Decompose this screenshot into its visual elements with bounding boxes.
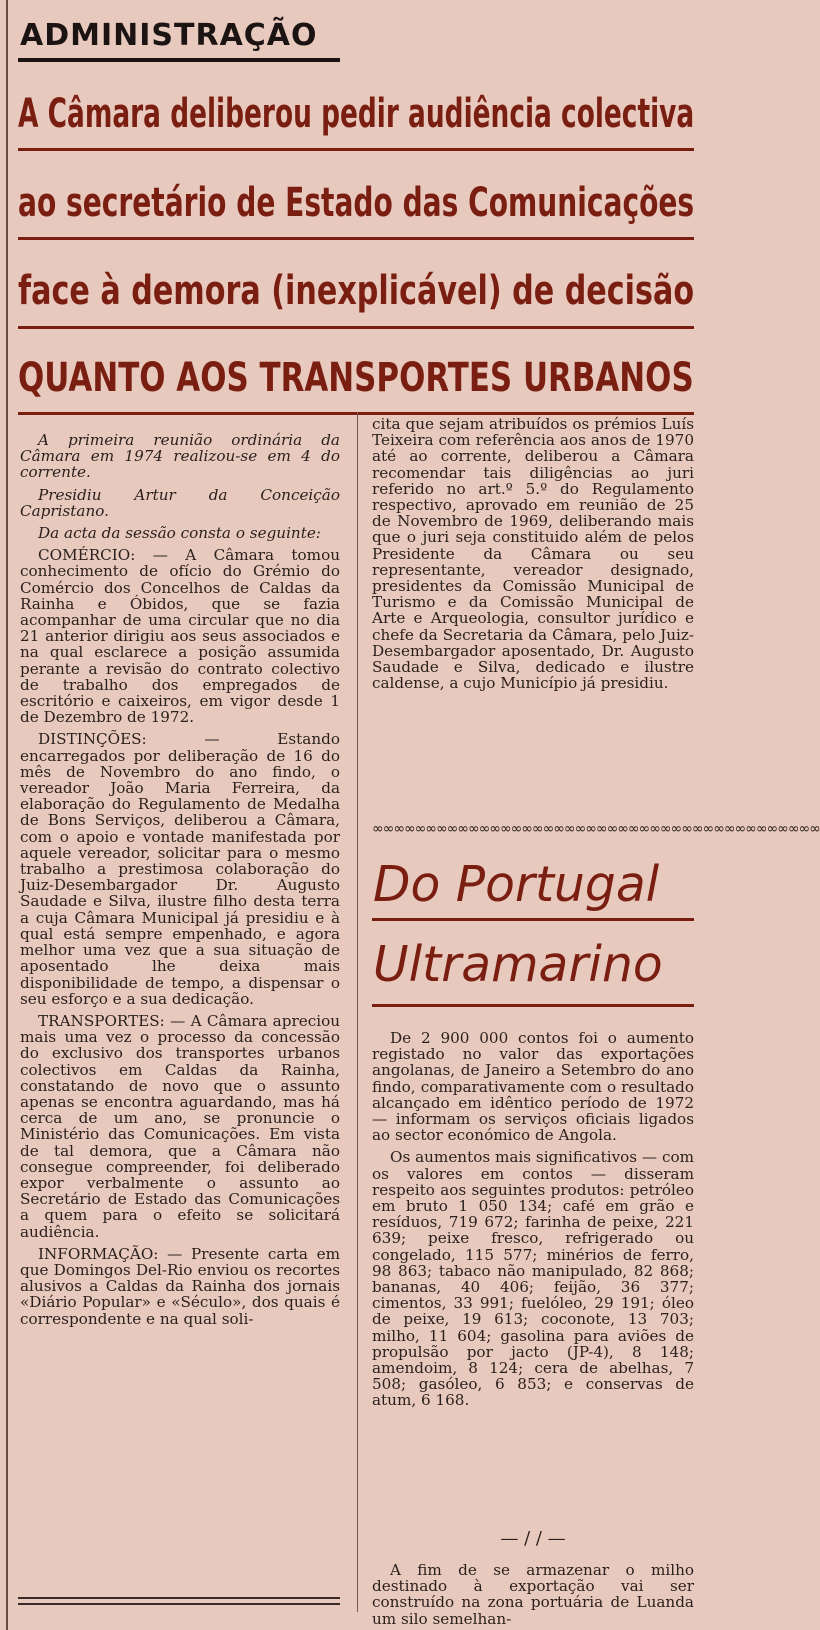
- section-title-line-2: Ultramarino: [373, 936, 663, 993]
- paragraph-informacao: INFORMAÇÃO: — Presente carta em que Domingos Del-Rio enviou os recortes alusivos a Caldas da Rainha dos jornais «Diário Popular» e «Século», dos quais é correspondente e na qual soli-: [20, 1244, 340, 1328]
- section-title-rule: [372, 1004, 694, 1007]
- headline-rule: [18, 326, 694, 329]
- section-kicker: ADMINISTRAÇÃO: [20, 18, 318, 53]
- paragraph-export-products: Os aumentos mais significativos — com os valores em contos — disseram respeito aos seguintes produtos: petróleo em bruto 1 050 134; café em grão e resíduos, 719 672; farinha de peixe, 221 639; peixe fresco, refrigerado ou congelado, 115 577; minérios de ferro, 98 863; tabaco não manipulado, 82 868; bananas, 40 406; feijão, 36 377; cimentos, 33 991; fuelóleo, 29 191; óleo de peixe, 19 613; coconote, 13 703; milho, 11 604; gasolina para aviões de propulsão por jacto (JP-4), 8 148; amendoim, 8 124; cera de abelhas, 7 508; gasóleo, 6 853; e conservas de atum, 6 168.: [372, 1148, 694, 1410]
- headline-line-4: QUANTO AOS TRANSPORTES URBANOS: [18, 355, 694, 401]
- ultramar-column: [372, 1030, 694, 1520]
- article-intro: A primeira reunião ordinária da Câmara em 1974 realizou-se em 4 do corrente.: [20, 431, 340, 482]
- ornamental-divider: ∞∞∞∞∞∞∞∞∞∞∞∞∞∞∞∞∞∞∞∞∞∞∞∞∞∞∞∞∞∞∞∞∞∞∞∞∞∞∞∞∞∞: [372, 821, 820, 837]
- paragraph-silo: A fim de se armazenar o milho destinado à exportação vai ser construído na zona portuária de Luanda um silo semelhan-: [372, 1561, 694, 1628]
- headline-line-1: A Câmara deliberou pedir audiência colectiva: [18, 91, 695, 137]
- headline-line-2: ao secretário de Estado das Comunicações: [18, 180, 695, 226]
- article-intro-minutes: Da acta da sessão consta o seguinte:: [38, 524, 321, 543]
- section-title-rule: [372, 918, 694, 921]
- paragraph-informacao-continued: cita que sejam atribuídos os prémios Luís Teixeira com referência aos anos de 1970 até ao corrente, deliberou a Câmara recomendar tais diligências ao juri referido no art.º 5.º do Regulamento respectivo, aprovado em reunião de 25 de Novembro de 1969, deliberando mais que o juri seja constituido além de pelos Presidente da Câmara ou seu representante, vereador designado, presidentes da Comissão Municipal de Turismo e da Comissão Municipal de Arte e Arqueologia, consultor jurídico e chefe da Secretaria da Câmara, pelo Juiz-Desembargador aposentado, Dr. Augusto Saudade e Silva, dedicado e ilustre caldense, a cujo Município já presidiu.: [372, 415, 694, 693]
- headline-rule: [18, 237, 694, 240]
- headline-line-3: face à demora (inexplicável) de decisão: [18, 268, 695, 314]
- column-divider: [357, 412, 358, 1612]
- column-end-rule: [18, 1597, 340, 1599]
- paragraph-export-increase: De 2 900 000 contos foi o aumento registado no valor das exportações angolanas, de Janeiro a Setembro do ano findo, comparativamente com o resultado alcançado em idêntico período de 1972 — informam os serviços oficiais ligados ao sector económico de Angola.: [372, 1029, 694, 1145]
- item-separator: — / / —: [500, 1528, 566, 1549]
- headline-rule: [18, 148, 694, 151]
- ultramar-column-silo: [372, 1562, 694, 1626]
- left-border-rule: [6, 0, 8, 1630]
- paragraph-distincoes: DISTINÇÕES: — Estando encarregados por deliberação de 16 do mês de Novembro do ano findo, o vereador João Maria Ferreira, da elaboração do Regulamento de Medalha de Bons Serviços, deliberou a Câmara, com o apoio e vontade manifestada por aquele vereador, solicitar para o mesmo trabalho a prestimosa colaboração do Juiz-Desembargador Dr. Augusto Saudade e Silva, ilustre filho desta terra a cuja Câmara Municipal já presidiu e à qual está sempre empenhado, e agora melhor uma vez que a sua situação de aposentado lhe deixa mais disponibilidade de tempo, a dispensar o seu esforço e a sua dedicação.: [20, 730, 340, 1008]
- article-left-column: [20, 432, 340, 1590]
- article-right-continuation: [372, 416, 694, 800]
- column-end-rule: [18, 1603, 340, 1605]
- kicker-underline: [18, 58, 340, 62]
- article-presidency: Presidiu Artur da Conceição Capristano.: [20, 485, 340, 520]
- paragraph-transportes: TRANSPORTES: — A Câmara apreciou mais uma vez o processo da concessão do exclusivo dos transportes urbanos colectivos em Caldas da Rainha, constatando de novo que o assunto apenas se encontra aguardando, mas há cerca de um ano, se pronuncie o Ministério das Comunicações. Em vista de tal demora, que a Câmara não consegue compreender, foi deliberado expor verbalmente o assunto ao Secretário de Estado das Comunicações a quem para o efeito se solicitará audiência.: [20, 1011, 340, 1241]
- section-title-line-1: Do Portugal: [373, 856, 660, 913]
- paragraph-comercio: COMÉRCIO: — A Câmara tomou conhecimento de ofício do Grémio do Comércio dos Concelhos de Caldas da Rainha e Óbidos, que se fazia acompanhar de uma circular que no dia 21 anterior dirigiu aos seus associados e na qual esclarece a posição assumida perante a revisão do contrato colectivo de trabalho dos empregados de escritório e caixeiros, em vigor desde 1 de Dezembro de 1972.: [20, 546, 340, 727]
